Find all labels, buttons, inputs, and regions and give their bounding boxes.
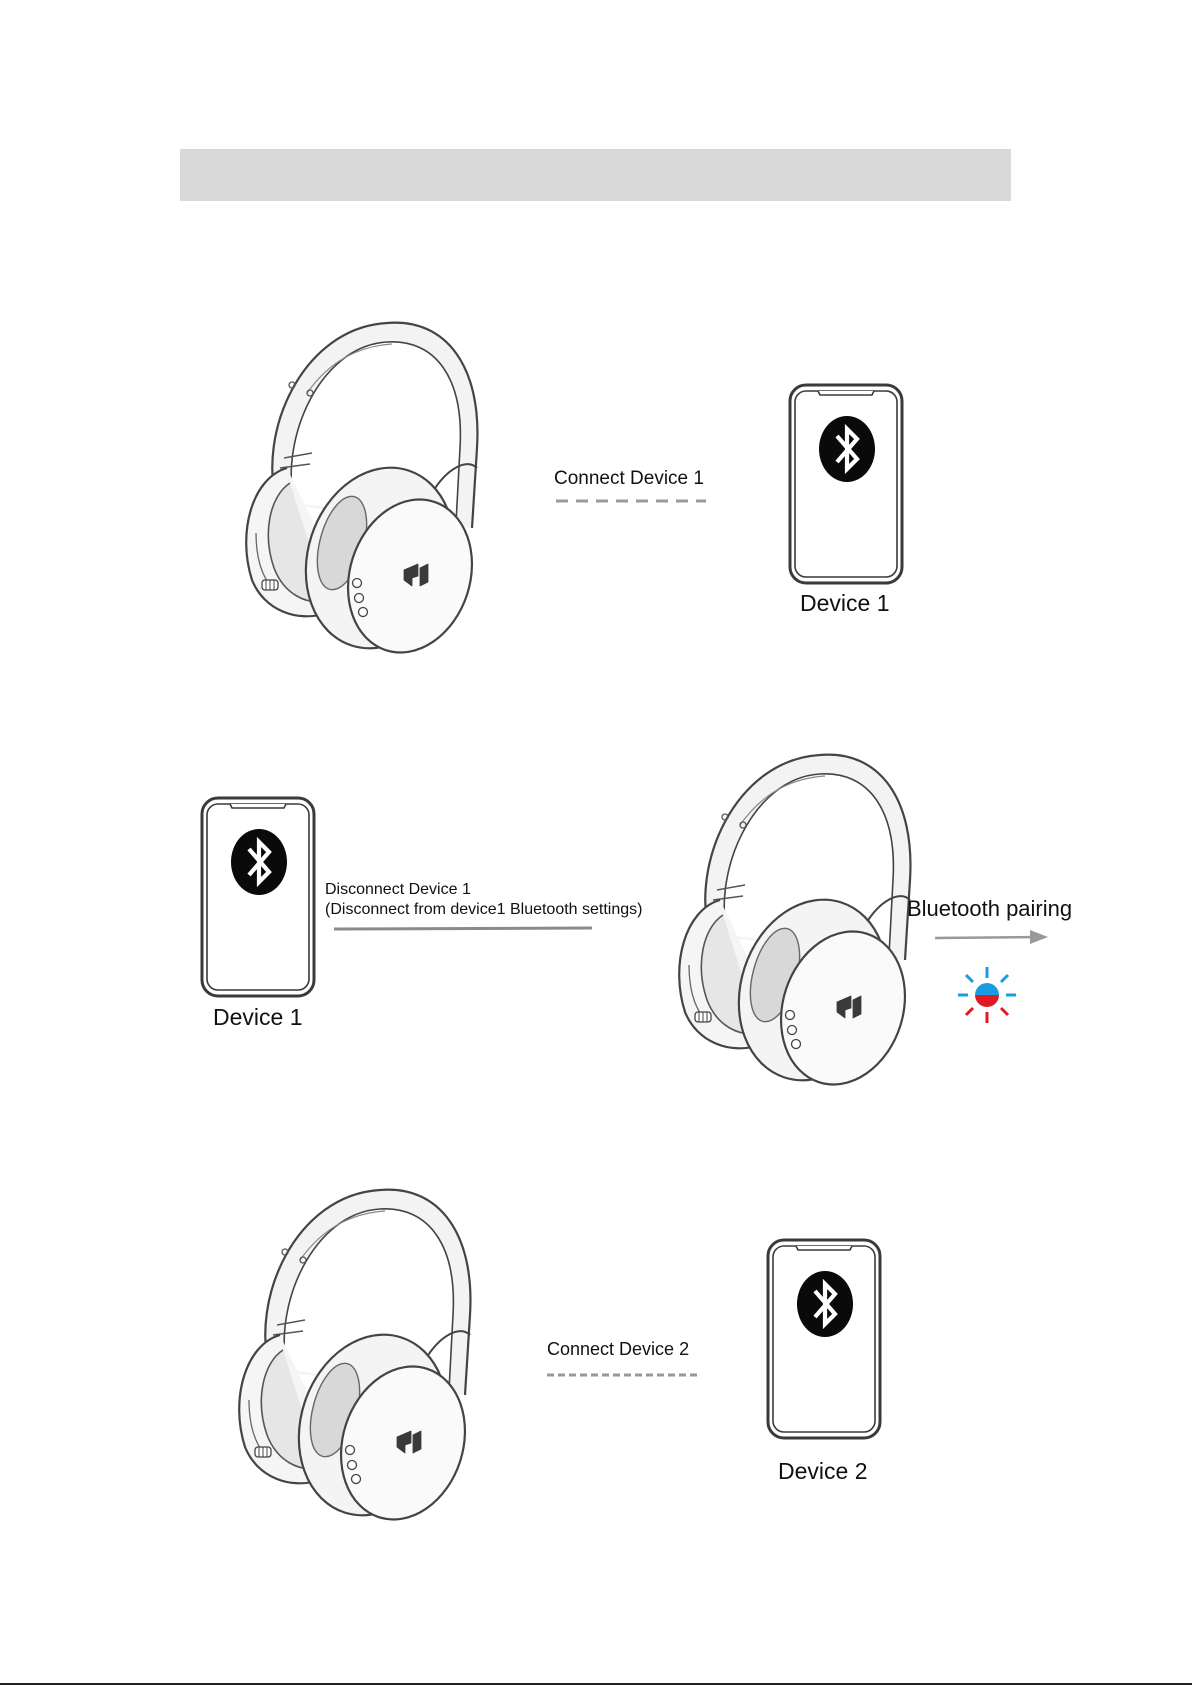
connect-device1-label: Connect Device 1 bbox=[554, 468, 704, 489]
disconnect-device1-label bbox=[325, 881, 642, 920]
headphones-icon bbox=[239, 1190, 484, 1536]
arrow-right-icon bbox=[935, 930, 1048, 944]
smartphone-icon bbox=[768, 1240, 880, 1438]
device1-label: Device 1 bbox=[213, 1004, 303, 1030]
smartphone-icon bbox=[790, 385, 902, 583]
bluetooth-pairing-label: Bluetooth pairing bbox=[907, 896, 1073, 921]
disconnect-label-line1: Disconnect Device 1 bbox=[325, 881, 471, 898]
headphones-icon bbox=[246, 323, 491, 669]
disconnect-line bbox=[334, 928, 592, 929]
blinking-led-icon bbox=[958, 967, 1016, 1023]
device2-label: Device 2 bbox=[778, 1458, 868, 1484]
smartphone-icon bbox=[202, 798, 314, 996]
disconnect-label-line2: (Disconnect from device1 Bluetooth settings) bbox=[325, 901, 643, 919]
headphones-icon bbox=[679, 755, 924, 1101]
device1-label: Device 1 bbox=[800, 590, 890, 616]
connect-device2-label: Connect Device 2 bbox=[547, 1339, 690, 1359]
